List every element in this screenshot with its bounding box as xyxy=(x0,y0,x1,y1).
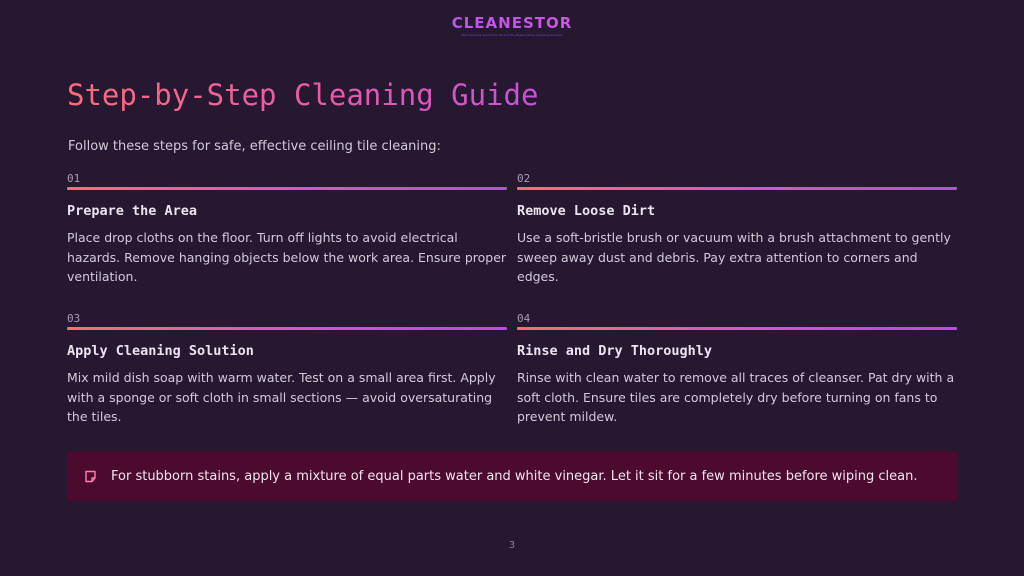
step-card xyxy=(67,312,507,427)
page-title: Step-by-Step Cleaning Guide xyxy=(67,78,539,112)
tip-text: For stubborn stains, apply a mixture of equal parts water and white vinegar. Let it sit for a few minutes before wiping clean. xyxy=(111,468,918,484)
step-card xyxy=(517,172,957,287)
step-card xyxy=(517,312,957,427)
step-number: 04 xyxy=(517,312,531,325)
brand-logo xyxy=(0,14,1024,37)
logo-text: CLEANESTOR xyxy=(0,14,1024,32)
step-description: Rinse with clean water to remove all traces of cleanser. Pat dry with a soft cloth. Ensure tiles are completely dry before turning on fans to prevent mildew. xyxy=(517,370,955,424)
step-title: Remove Loose Dirt xyxy=(517,203,656,219)
step-title: Prepare the Area xyxy=(67,203,198,219)
step-description: Place drop cloths on the floor. Turn off lights to avoid electrical hazards. Remove hanging objects below the work area. Ensure proper ventilation. xyxy=(67,230,507,284)
step-title: Apply Cleaning Solution xyxy=(67,343,254,359)
step-number: 02 xyxy=(517,172,531,185)
intro-text: Follow these steps for safe, effective ceiling tile cleaning: xyxy=(68,139,441,154)
step-divider xyxy=(67,327,507,330)
step-number: 03 xyxy=(67,312,81,325)
step-divider xyxy=(517,187,957,190)
step-divider xyxy=(67,187,507,190)
page-number: 3 xyxy=(508,540,516,551)
step-description: Mix mild dish soap with warm water. Test on a small area first. Apply with a sponge or soft cloth in small sections — avoid oversaturating the tiles. xyxy=(67,370,496,424)
step-description: Use a soft-bristle brush or vacuum with a brush attachment to gently sweep away dust and debris. Pay extra attention to corners and edges. xyxy=(517,230,951,284)
step-card xyxy=(67,172,507,287)
step-divider xyxy=(517,327,957,330)
logo-tagline: The Cleaning Source for All and the Desire Home Cleaning Solution xyxy=(461,33,563,37)
tip-callout xyxy=(67,451,957,501)
step-number: 01 xyxy=(67,172,81,185)
step-title: Rinse and Dry Thoroughly xyxy=(517,343,713,359)
note-icon xyxy=(83,469,97,483)
